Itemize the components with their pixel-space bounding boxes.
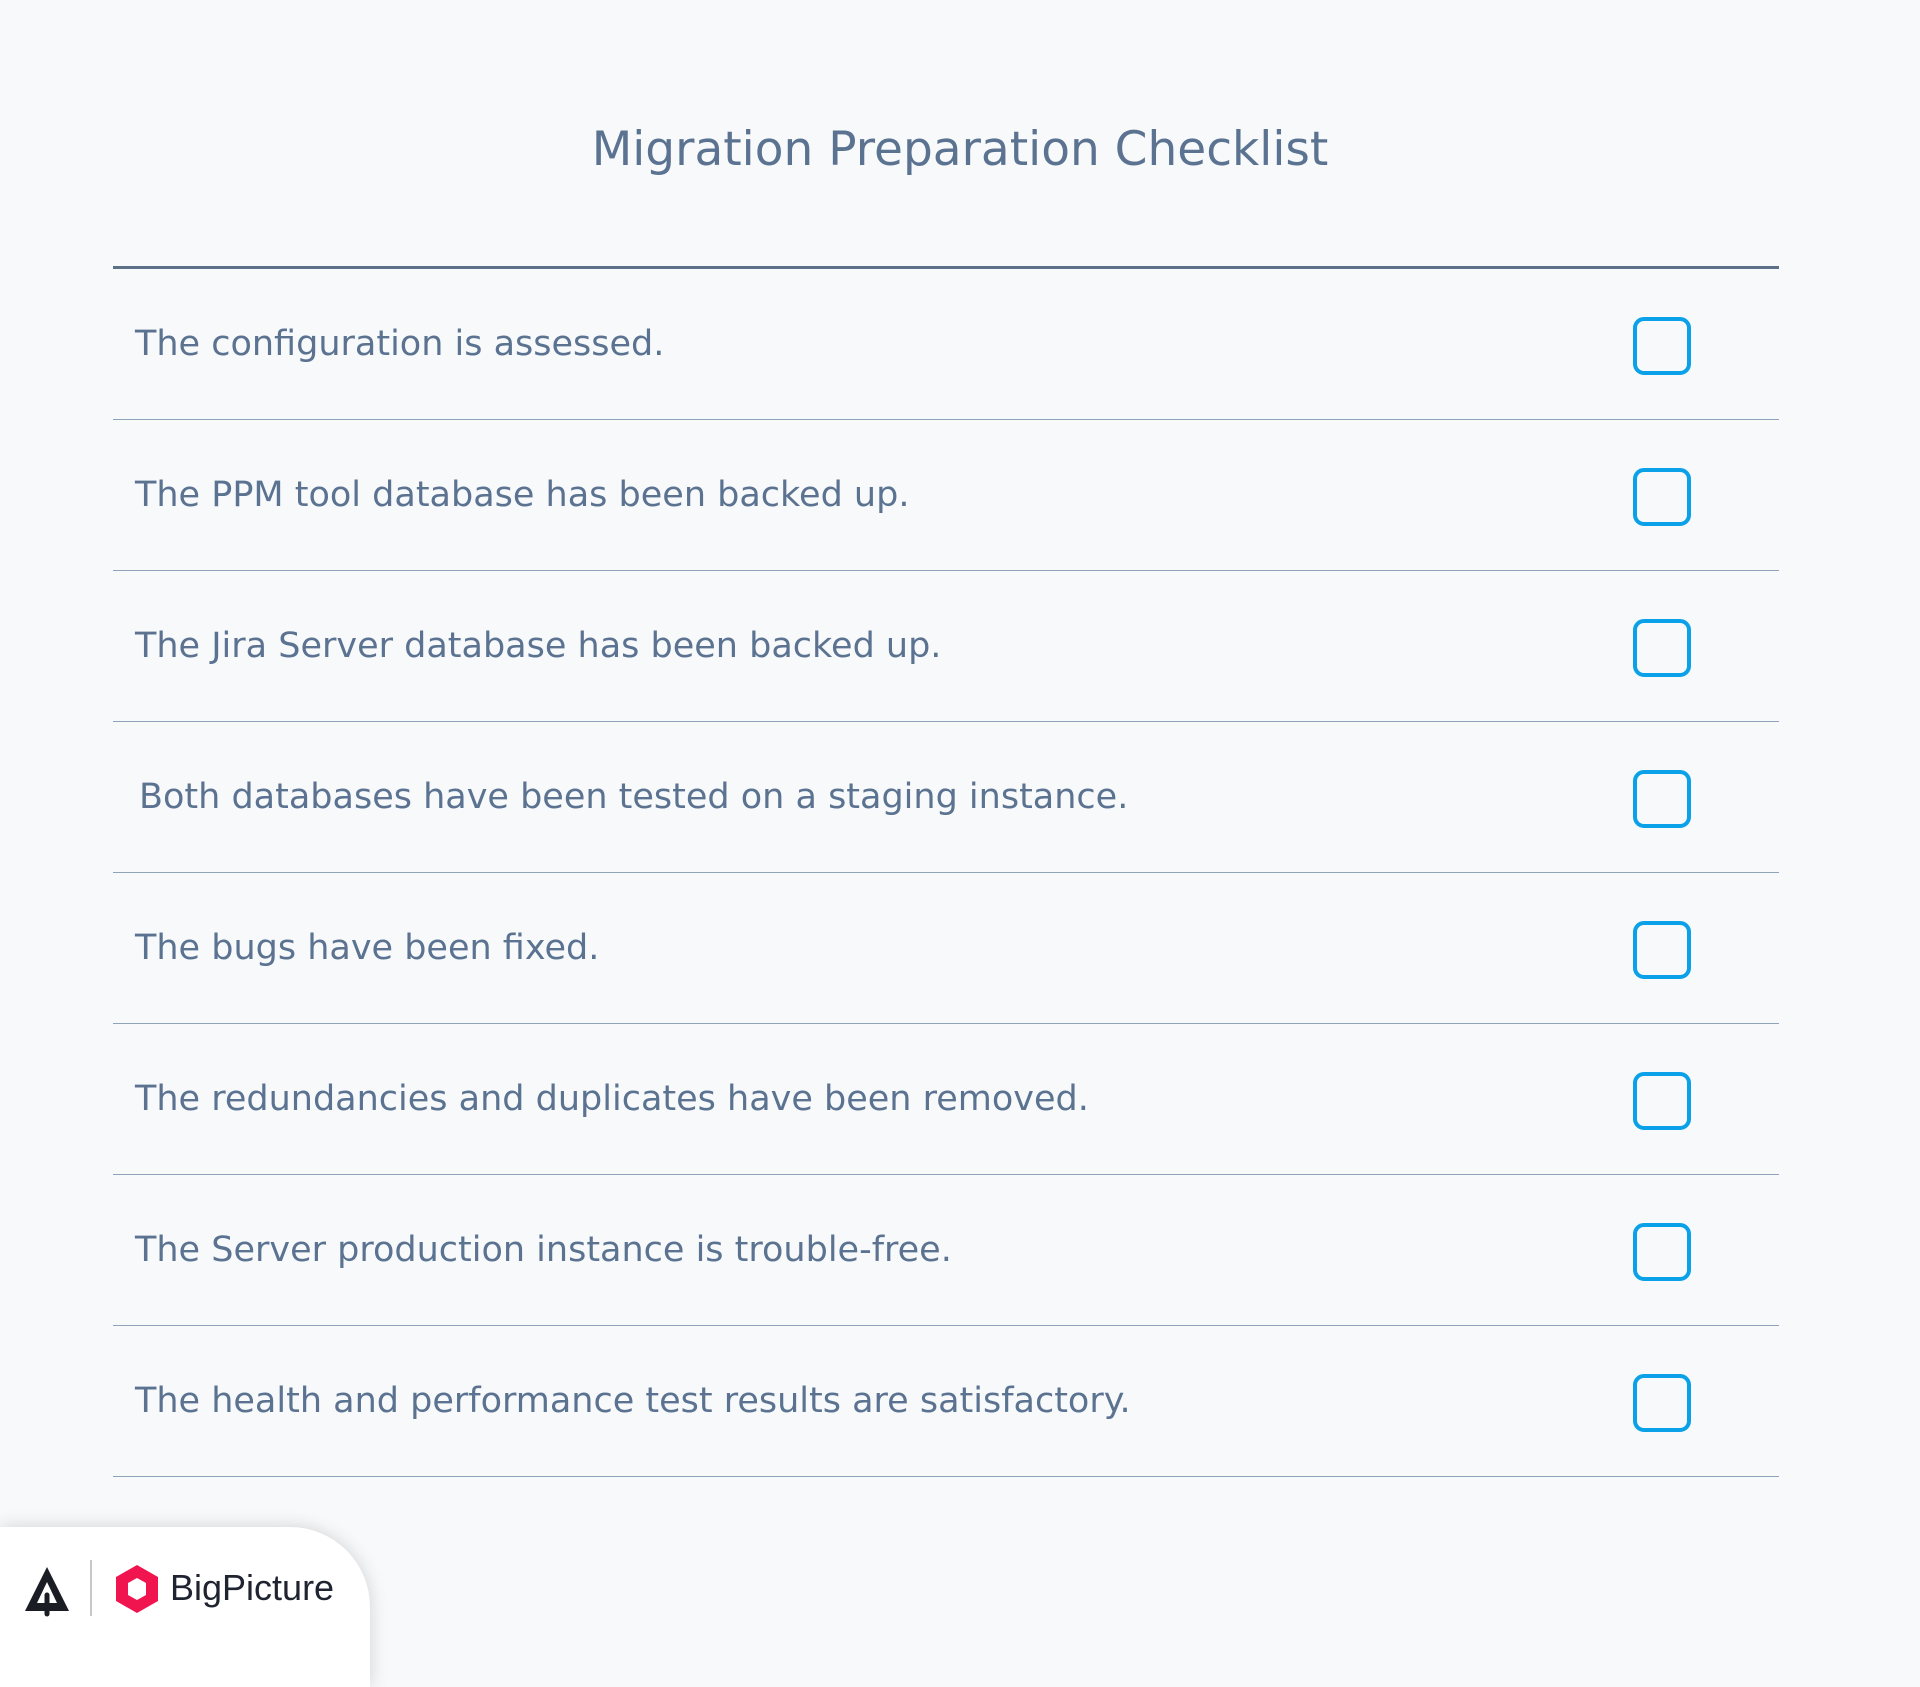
checklist-item-label: The bugs have been fixed. bbox=[135, 928, 600, 968]
checklist-checkbox[interactable] bbox=[1633, 1223, 1691, 1281]
checklist-row bbox=[113, 722, 1779, 873]
checklist-row bbox=[113, 420, 1779, 571]
checklist-item-label: The Server production instance is trouble-free. bbox=[135, 1230, 952, 1270]
checklist-checkbox[interactable] bbox=[1633, 619, 1691, 677]
checklist-checkbox[interactable] bbox=[1633, 317, 1691, 375]
checklist-checkbox[interactable] bbox=[1633, 921, 1691, 979]
checklist-item-label: The PPM tool database has been backed up. bbox=[135, 475, 910, 515]
checklist bbox=[113, 266, 1779, 1477]
checklist-item-label: Both databases have been tested on a staging instance. bbox=[139, 777, 1129, 817]
checklist-row bbox=[113, 269, 1779, 420]
partner-logo-icon bbox=[20, 1562, 74, 1618]
brand-footer bbox=[0, 1527, 370, 1687]
page-title: Migration Preparation Checklist bbox=[591, 122, 1329, 177]
checklist-checkbox[interactable] bbox=[1633, 1374, 1691, 1432]
checklist-row bbox=[113, 1175, 1779, 1326]
brand-divider bbox=[90, 1560, 92, 1616]
checklist-row bbox=[113, 1326, 1779, 1477]
checklist-row bbox=[113, 873, 1779, 1024]
checklist-item-label: The redundancies and duplicates have been removed. bbox=[135, 1079, 1089, 1119]
checklist-item-label: The health and performance test results are satisfactory. bbox=[135, 1381, 1131, 1421]
brand-name: BigPicture bbox=[170, 1567, 335, 1608]
checklist-checkbox[interactable] bbox=[1633, 1072, 1691, 1130]
checklist-item-label: The Jira Server database has been backed up. bbox=[135, 626, 942, 666]
checklist-item-label: The configuration is assessed. bbox=[135, 324, 665, 364]
checklist-checkbox[interactable] bbox=[1633, 468, 1691, 526]
checklist-row bbox=[113, 1024, 1779, 1175]
hexagon-icon bbox=[113, 1563, 161, 1615]
checklist-row bbox=[113, 571, 1779, 722]
checklist-checkbox[interactable] bbox=[1633, 770, 1691, 828]
